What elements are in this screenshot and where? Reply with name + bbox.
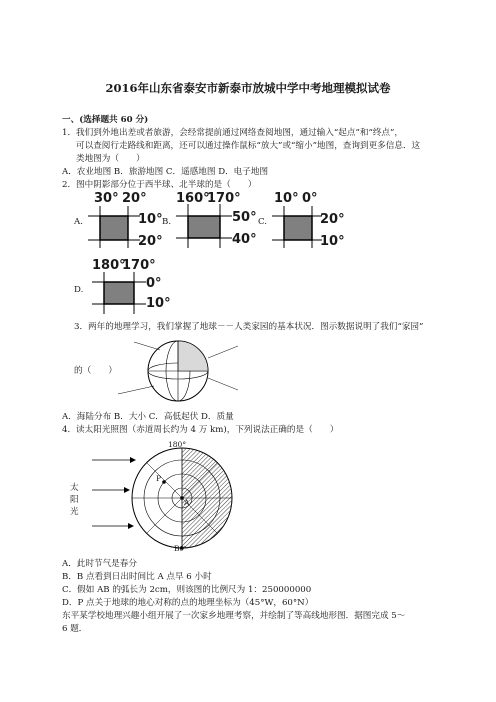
point-b: B0°	[174, 544, 187, 553]
sunlight-label-char: 阳	[70, 495, 79, 505]
q2-stem: 2．图中阴影部分位于西半球、北半球的是（ ）	[62, 180, 257, 190]
sunlight-label	[70, 482, 79, 518]
q2-b-top-left: 160°	[176, 191, 210, 206]
q2-a-letter: A.	[74, 217, 83, 227]
point-p: P	[156, 474, 162, 483]
q4-option-a: A．此时节气是春分	[62, 559, 137, 569]
section-heading: 一、(选择题共 60 分)	[62, 115, 149, 125]
q2-d-letter: D.	[74, 285, 84, 295]
q3-stem-2: 的（ ）	[74, 366, 117, 376]
q1-line3: 类地图为（ ）	[76, 154, 145, 164]
q2-b-letter: B.	[162, 217, 172, 227]
q4-option-d: D．P 点关于地球的地心对称的点的地理坐标为（45°W，60°N）	[62, 598, 314, 608]
q2-b-grid	[176, 204, 232, 248]
q5-line2: 6 题．	[62, 624, 88, 634]
q2-c-letter: C.	[258, 217, 268, 227]
earth-dimensions-diagram	[110, 338, 246, 404]
q3-options: A．海陆分布 B．大小 C．高低起伏 D．质量	[62, 412, 234, 422]
q4-option-c: C．假如 AB 的弧长为 2cm，则该图的比例尺为 1：250000000	[62, 585, 312, 595]
point-a: A	[184, 498, 190, 507]
q4-option-b: B．B 点看到日出时间比 A 点早 6 小时	[62, 572, 212, 582]
q2-d-grid	[92, 272, 146, 314]
q2-a-right-top: 10°	[138, 212, 163, 227]
q2-a-top-right: 20°	[122, 191, 147, 206]
q2-a-top-left: 30°	[94, 191, 119, 206]
q2-c-top-right: 0°	[302, 191, 318, 206]
q3-stem: 3．两年的地理学习，我们掌握了地球－－人类家园的基本状况．图示数据说明了我们“家园”	[74, 322, 424, 332]
q2-c-grid	[272, 206, 322, 248]
q2-d-top-left: 180°	[92, 258, 126, 273]
q4-stem: 4．读太阳光照图（赤道周长约为 4 万 km)，下列说法正确的是（ ）	[62, 425, 339, 435]
q2-c-top-left: 10°	[274, 191, 299, 206]
q2-c-right-bottom: 10°	[320, 234, 345, 249]
q2-b-top-right: 170°	[207, 191, 241, 206]
q2-d-right-bottom: 10°	[146, 296, 171, 311]
q2-d-top-right: 170°	[122, 258, 156, 273]
q5-line1: 东平某学校地理兴趣小组开展了一次家乡地理考察，并绘制了等高线地形图．据图完成 5～	[62, 611, 406, 621]
q2-a-grid	[88, 206, 140, 248]
q2-d-right-top: 0°	[146, 276, 162, 291]
q1-line2: 可以查阅行走路线和距离，还可以通过操作鼠标“放大”或“缩小”地图，查询到更多信息．这	[76, 141, 421, 151]
sunlight-label-char: 太	[70, 483, 79, 493]
sunlight-label-char: 光	[70, 507, 79, 517]
page-title: 2016年山东省泰安市新泰市放城中学中考地理模拟试卷	[105, 81, 391, 95]
q1-line1: 1．我们到外地出差或者旅游，会经常提前通过网络查阅地图，通过输入“起点”和“终点”，	[62, 128, 404, 138]
q1-options: A．农业地图 B．旅游地图 C．遥感地图 D．电子地图	[62, 167, 269, 177]
q2-b-right-bottom: 40°	[232, 232, 257, 247]
sunlight-diagram	[86, 438, 236, 556]
q2-b-right-top: 50°	[232, 210, 257, 225]
q2-a-right-bottom: 20°	[138, 234, 163, 249]
q2-c-right-top: 20°	[320, 212, 345, 227]
label-180: 180°	[168, 440, 187, 449]
